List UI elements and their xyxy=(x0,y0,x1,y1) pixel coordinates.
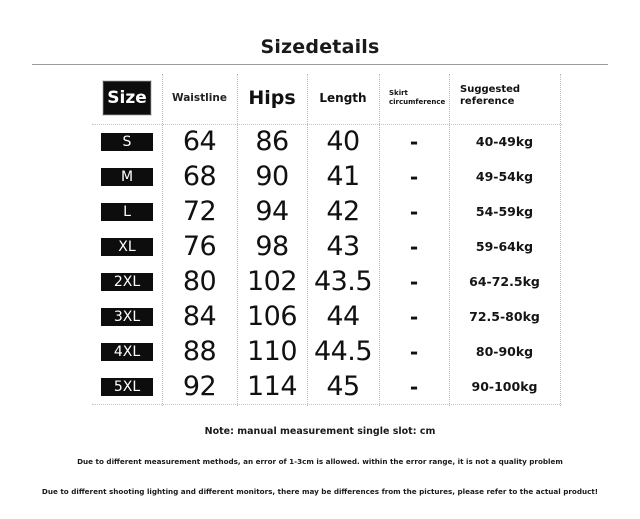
suggested-reference-value: 72.5-80kg xyxy=(469,309,540,324)
hips-value: 110 xyxy=(246,336,298,367)
hips-value: 98 xyxy=(255,231,289,262)
skirt-circumference-value: - xyxy=(409,374,419,399)
unit-note: Note: manual measurement single slot: cm xyxy=(204,426,436,437)
length-value: 42 xyxy=(326,196,360,227)
header-waistline: Waistline xyxy=(172,92,227,104)
size-cell xyxy=(92,229,162,264)
suggested-reference-value: 40-49kg xyxy=(475,134,534,149)
header-length: Length xyxy=(319,91,367,105)
hips-value: 106 xyxy=(246,301,298,332)
header-ref-line1: Suggested xyxy=(460,84,521,95)
size-badge: M xyxy=(101,168,153,186)
length-value: 44 xyxy=(326,301,360,332)
hips-value: 94 xyxy=(255,196,289,227)
skirt-circumference-value: - xyxy=(409,164,419,189)
hips-value: 114 xyxy=(246,371,298,402)
skirt-circumference-value: - xyxy=(409,339,419,364)
title-divider xyxy=(32,64,608,65)
length-value: 41 xyxy=(326,161,360,192)
skirt-circumference-value: - xyxy=(409,269,419,294)
size-table xyxy=(92,74,562,406)
size-cell xyxy=(92,159,162,194)
size-cell xyxy=(92,334,162,369)
waistline-value: 92 xyxy=(182,371,217,402)
suggested-reference-value: 80-90kg xyxy=(475,344,534,359)
header-size-cell xyxy=(92,76,162,120)
length-value: 43 xyxy=(326,231,360,262)
waistline-value: 76 xyxy=(182,231,217,262)
length-value: 40 xyxy=(326,126,360,157)
size-cell xyxy=(92,194,162,229)
suggested-reference-value: 49-54kg xyxy=(475,169,534,184)
size-badge: 3XL xyxy=(101,308,153,326)
size-cell xyxy=(92,264,162,299)
hips-value: 102 xyxy=(246,266,298,297)
hips-value: 86 xyxy=(255,126,289,157)
header-skirt-line1: Skirt xyxy=(389,89,408,97)
suggested-reference-value: 59-64kg xyxy=(475,239,534,254)
length-value: 44.5 xyxy=(313,336,373,367)
suggested-reference-value: 64-72.5kg xyxy=(469,274,540,289)
size-badge: 4XL xyxy=(101,343,153,361)
size-cell xyxy=(92,369,162,404)
page-title: Sizedetails xyxy=(260,36,380,58)
waistline-value: 84 xyxy=(182,301,217,332)
size-badge: L xyxy=(101,203,153,221)
header-size-badge: Size xyxy=(103,81,151,115)
size-cell xyxy=(92,299,162,334)
size-badge: XL xyxy=(101,238,153,256)
waistline-value: 68 xyxy=(182,161,217,192)
length-value: 43.5 xyxy=(313,266,373,297)
row-divider xyxy=(92,404,562,405)
header-hips: Hips xyxy=(248,87,296,109)
size-cell xyxy=(92,124,162,159)
waistline-value: 80 xyxy=(182,266,217,297)
header-skirt-circumference xyxy=(389,82,449,114)
waistline-value: 64 xyxy=(182,126,217,157)
skirt-circumference-value: - xyxy=(409,199,419,224)
size-badge: 5XL xyxy=(101,378,153,396)
size-badge: 2XL xyxy=(101,273,153,291)
header-suggested-reference xyxy=(460,80,560,112)
lighting-disclaimer: Due to different shooting lighting and different monitors, there may be differences from the pictures, please refer to the actual product! xyxy=(41,487,599,496)
waistline-value: 72 xyxy=(182,196,217,227)
length-value: 45 xyxy=(326,371,360,402)
skirt-circumference-value: - xyxy=(409,304,419,329)
skirt-circumference-value: - xyxy=(409,234,419,259)
header-skirt-line2: circumference xyxy=(389,98,446,106)
skirt-circumference-value: - xyxy=(409,129,419,154)
size-badge: S xyxy=(101,133,153,151)
measurement-error-note: Due to different measurement methods, an error of 1-3cm is allowed. within the error range, it is not a quality problem xyxy=(77,457,563,466)
waistline-value: 88 xyxy=(182,336,217,367)
suggested-reference-value: 54-59kg xyxy=(475,204,534,219)
hips-value: 90 xyxy=(255,161,289,192)
suggested-reference-value: 90-100kg xyxy=(471,379,538,394)
header-ref-line2: reference xyxy=(460,96,515,107)
